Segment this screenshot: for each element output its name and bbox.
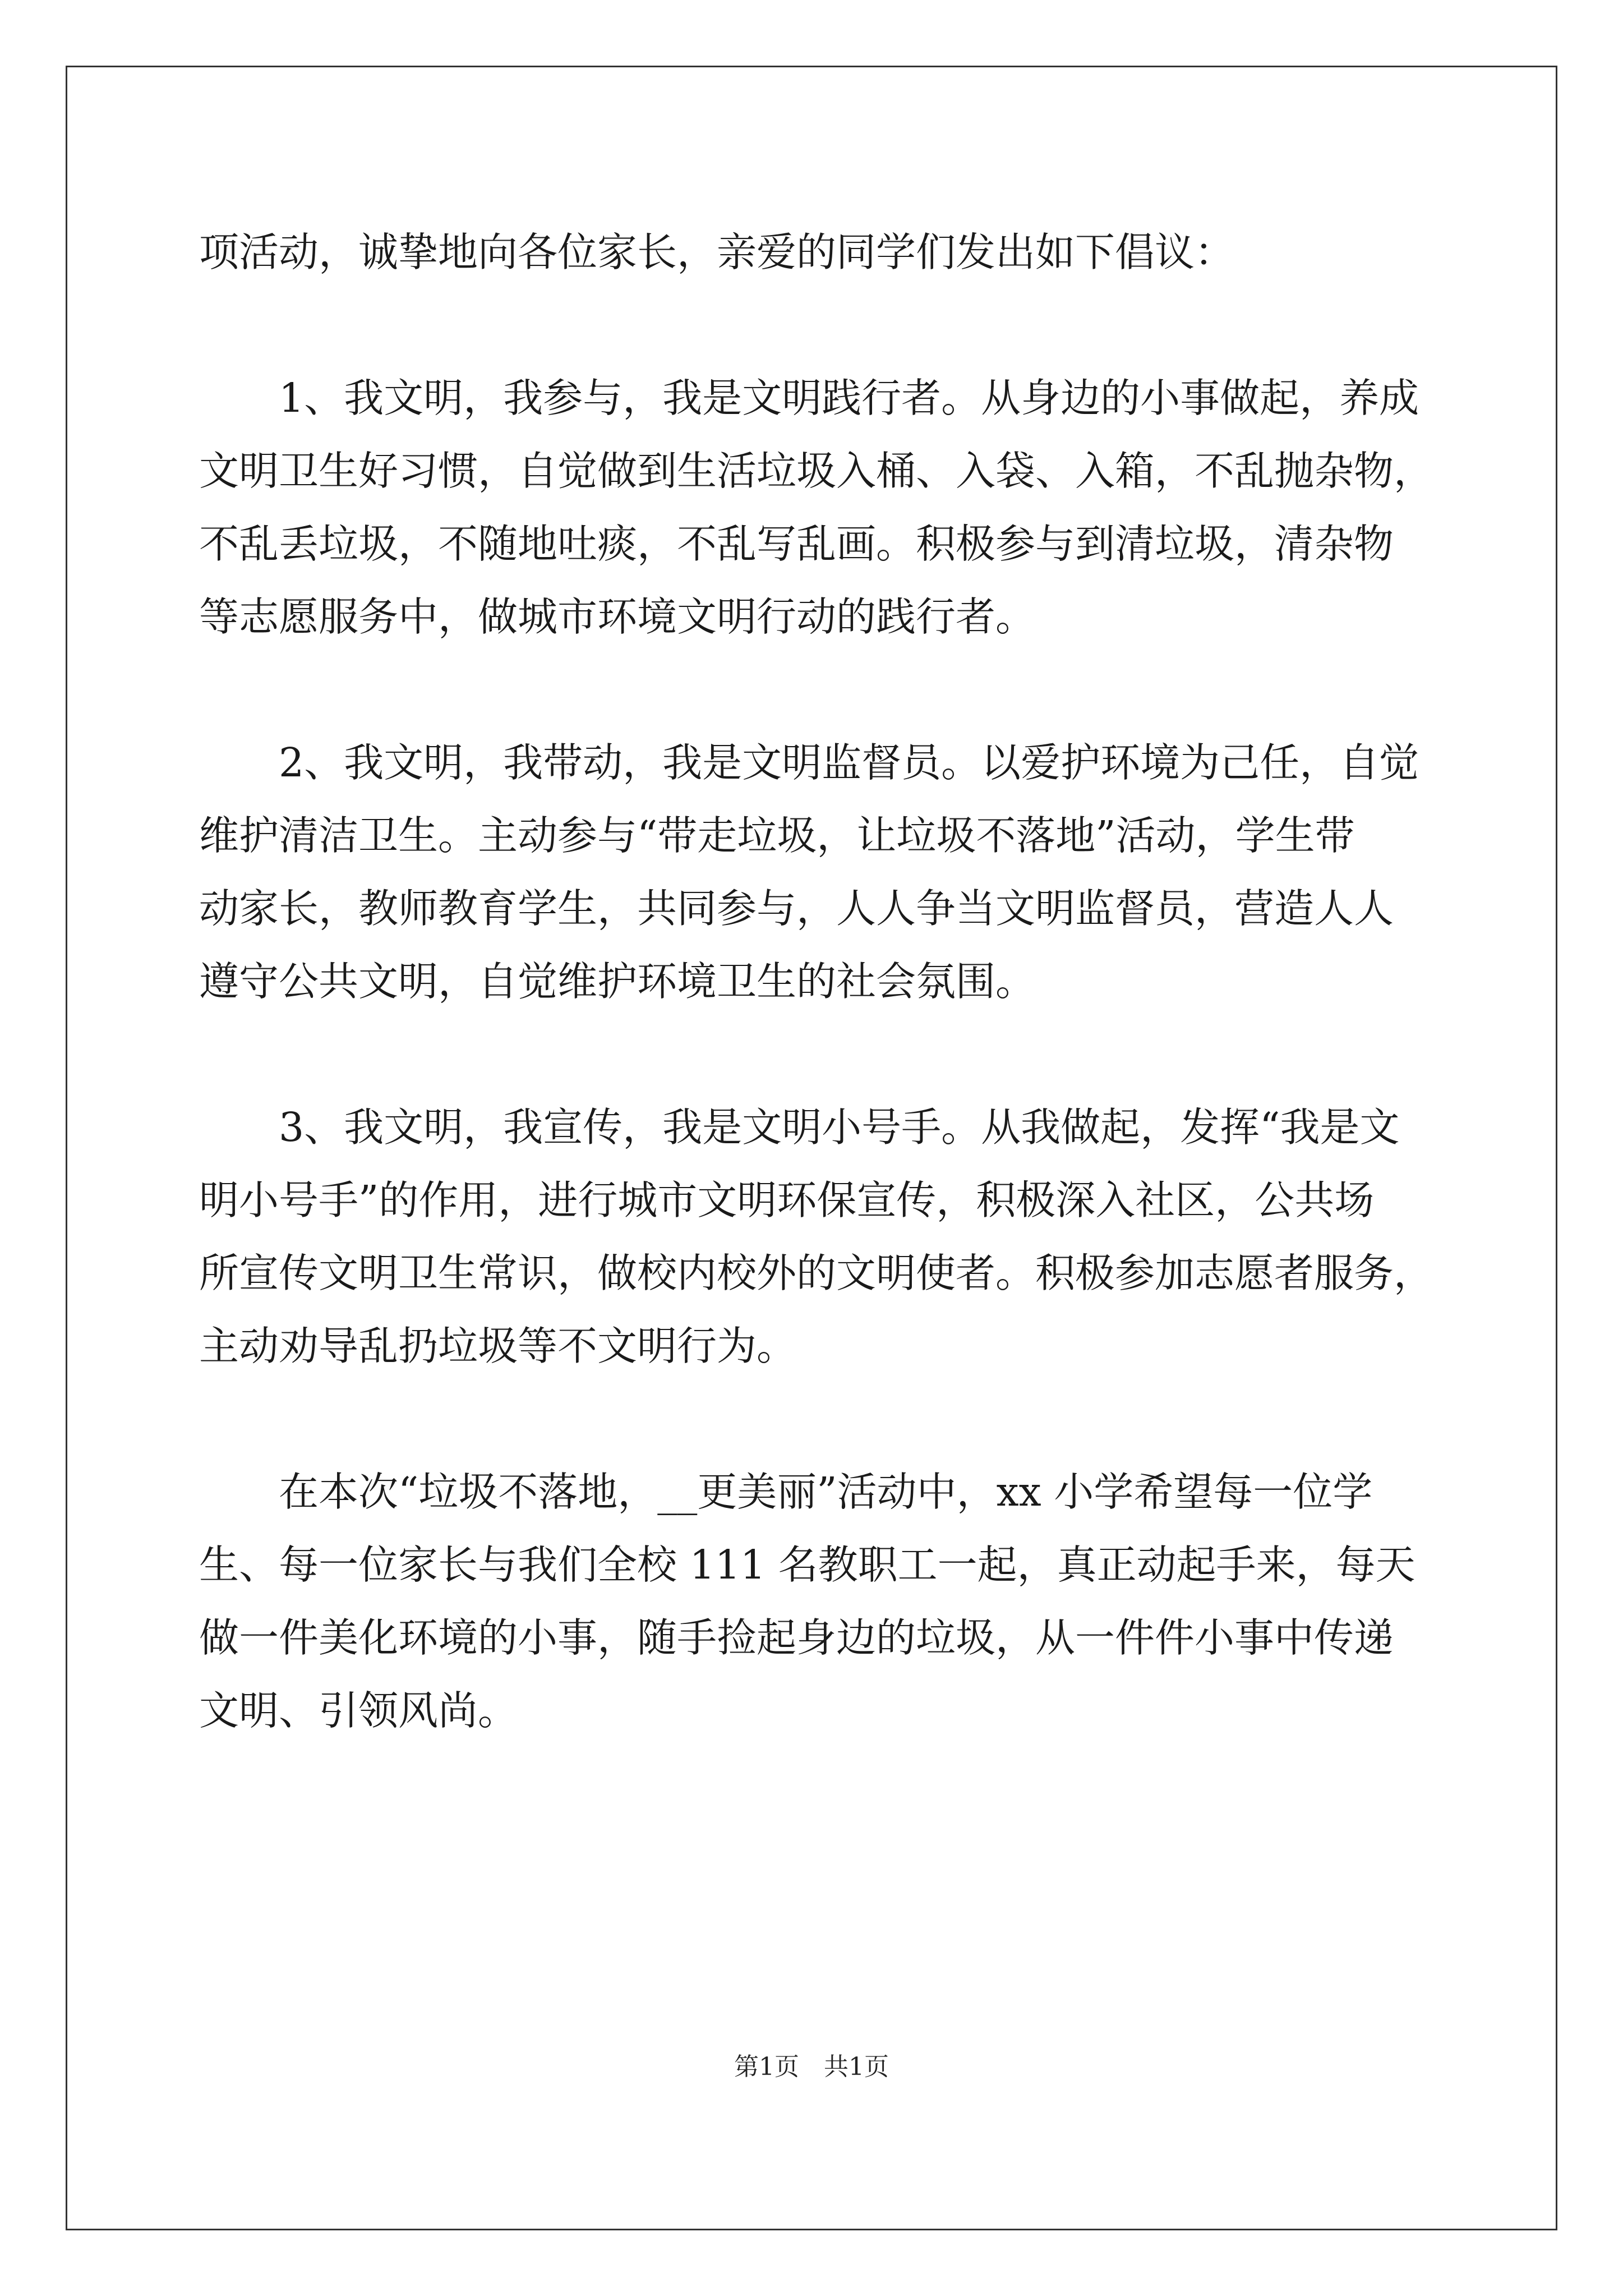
text-line: 所宣传文明卫生常识，做校内校外的文明使者。积极参加志愿者服务， xyxy=(199,1250,1434,1296)
paragraph-3 xyxy=(199,726,1438,1018)
text-line: 做一件美化环境的小事，随手捡起身边的垃圾，从一件件小事中传递 xyxy=(199,1614,1394,1661)
text-line: 项活动，诚挚地向各位家长，亲爱的同学们发出如下倡议： xyxy=(199,229,1235,275)
paragraph-5 xyxy=(199,1456,1438,1747)
paragraph-4 xyxy=(199,1091,1438,1383)
text-line: 动家长，教师教育学生，共同参与，人人争当文明监督员，营造人人 xyxy=(199,885,1394,932)
text-line: 遵守公共文明，自觉维护环境卫生的社会氛围。 xyxy=(199,958,1036,1005)
text-line: 明小号手”的作用，进行城市文明环保宣传，积极深入社区，公共场 xyxy=(199,1177,1375,1223)
text-line: 1、我文明，我参与，我是文明践行者。从身边的小事做起，养成 xyxy=(199,375,1419,421)
document-body xyxy=(199,216,1438,1747)
paragraph-2 xyxy=(199,362,1438,654)
paragraph-gap xyxy=(199,1018,1438,1091)
text-line: 2、我文明，我带动，我是文明监督员。以爱护环境为己任，自觉 xyxy=(199,739,1419,786)
text-line: 文明卫生好习惯，自觉做到生活垃圾入桶、入袋、入箱，不乱抛杂物， xyxy=(199,448,1434,494)
text-line: 等志愿服务中，做城市环境文明行动的践行者。 xyxy=(199,593,1036,640)
text-line: 主动劝导乱扔垃圾等不文明行为。 xyxy=(199,1323,797,1369)
paragraph-gap xyxy=(199,1383,1438,1456)
text-line: 生、每一位家长与我们全校 111 名教职工一起，真正动起手来，每天 xyxy=(199,1542,1415,1588)
paragraph-gap xyxy=(199,654,1438,726)
text-line: 文明、引领风尚。 xyxy=(199,1687,518,1734)
page-number-footer: 第1页 共1页 xyxy=(734,2053,889,2081)
text-line: 在本次“垃圾不落地，__更美丽”活动中，xx 小学希望每一位学 xyxy=(199,1469,1373,1515)
text-line: 不乱丢垃圾，不随地吐痰，不乱写乱画。积极参与到清垃圾，清杂物 xyxy=(199,521,1394,567)
text-line: 3、我文明，我宣传，我是文明小号手。从我做起，发挥“我是文 xyxy=(199,1104,1400,1151)
paragraph-1 xyxy=(199,216,1438,289)
text-line: 维护清洁卫生。主动参与“带走垃圾，让垃圾不落地”活动，学生带 xyxy=(199,812,1355,859)
paragraph-gap xyxy=(199,289,1438,362)
